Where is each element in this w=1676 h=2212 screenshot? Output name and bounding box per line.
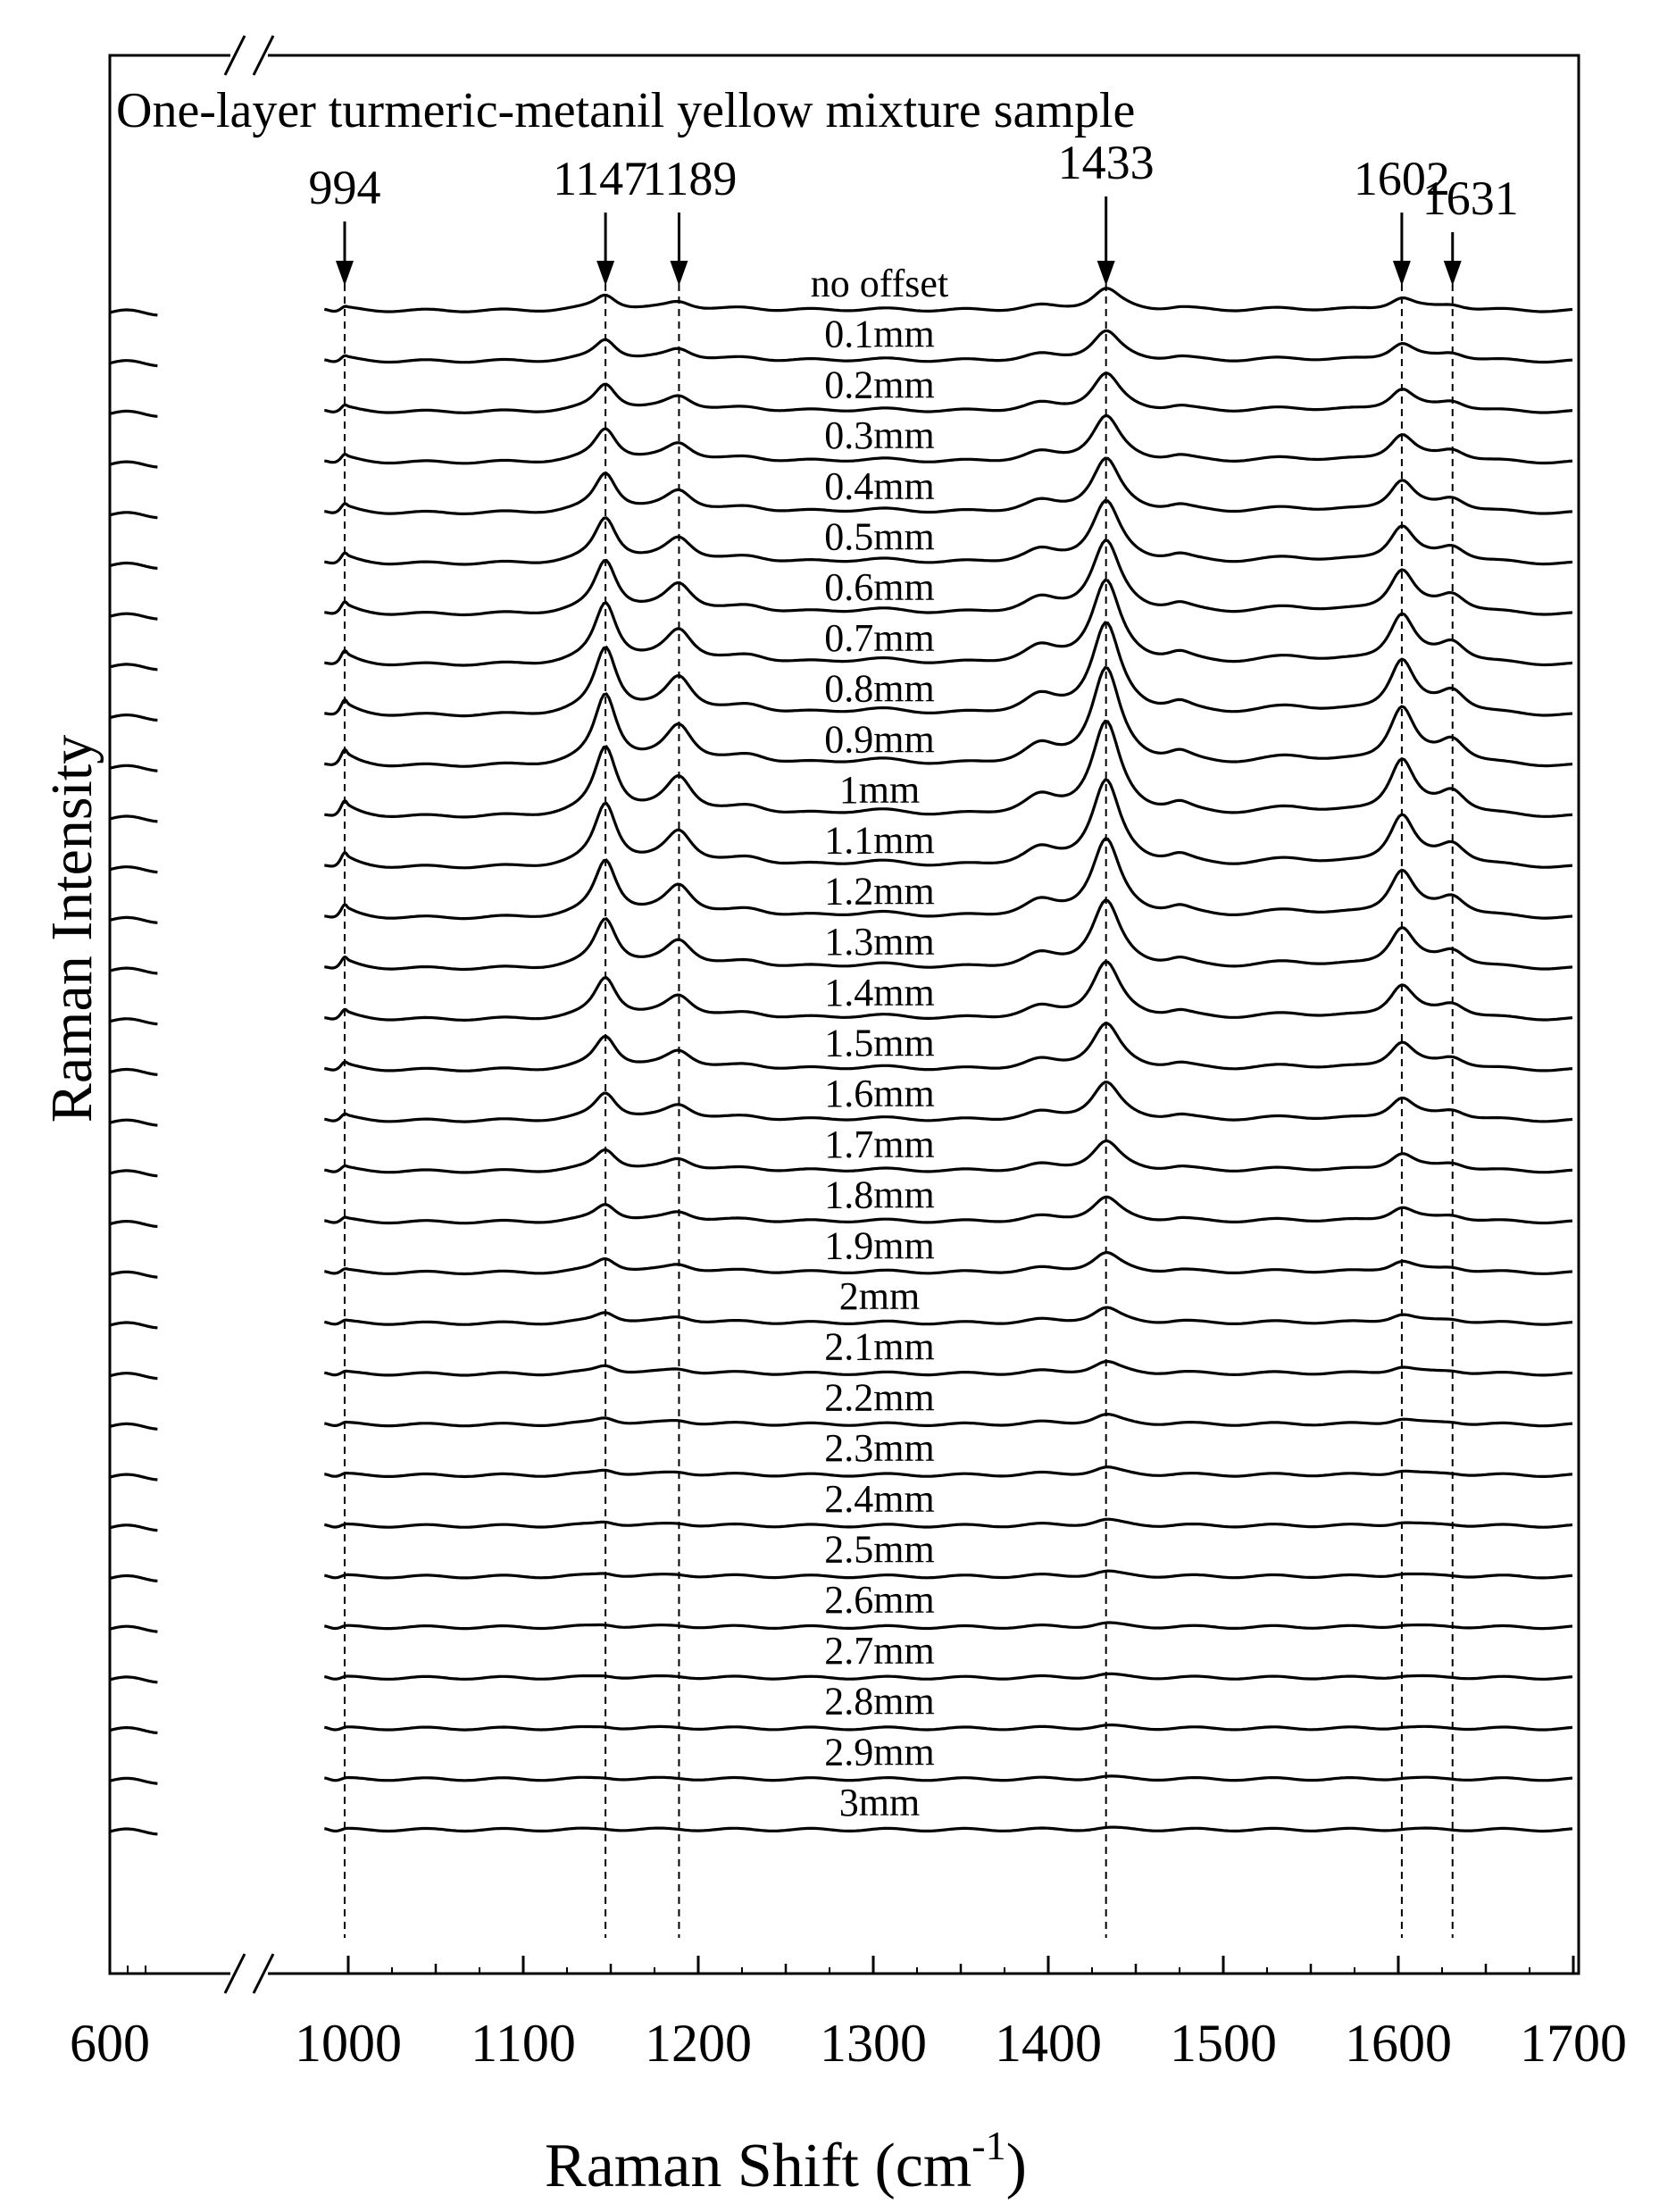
series-label: 1.5mm (824, 1021, 935, 1065)
series-label: 0.8mm (824, 666, 935, 711)
series-label: 0.4mm (824, 463, 935, 508)
series-label: 0.9mm (824, 717, 935, 762)
series-label: 0.3mm (824, 413, 935, 458)
spectrum-main-segment (324, 1197, 1572, 1223)
spectrum-main-segment (324, 622, 1572, 716)
series-label: no offset (810, 262, 949, 305)
spectrum-main-segment (324, 1467, 1572, 1477)
spectrum-left-segment (110, 614, 157, 619)
spectrum-left-segment (110, 411, 157, 416)
spectrum-main-segment (324, 373, 1572, 413)
series-label: 1.8mm (824, 1173, 935, 1217)
spectrum-left-segment (110, 1373, 157, 1379)
spectrum-main-segment (324, 331, 1572, 363)
peak-label: 1189 (642, 152, 738, 205)
spectrum-main-segment (324, 1776, 1572, 1781)
spectrum-main-segment (324, 458, 1572, 513)
spectrum-main-segment (324, 1307, 1572, 1324)
spectrum-main-segment (324, 839, 1572, 918)
spectrum-left-segment (110, 1474, 157, 1480)
series-labels (811, 262, 948, 1824)
axis-break-marks (225, 36, 273, 1993)
spectrum-left-segment (110, 1070, 157, 1075)
spectrum-left-segment (110, 765, 157, 771)
series-label: 2.2mm (824, 1375, 935, 1420)
spectrum-left-segment (110, 664, 157, 670)
spectrum-main-segment (324, 900, 1572, 969)
spectrum-main-segment (324, 1141, 1572, 1173)
spectrum-left-segment (110, 1626, 157, 1632)
spectrum-main-segment (324, 1571, 1572, 1578)
spectrum-left-segment (110, 513, 157, 518)
spectrum-left-segment (110, 1222, 157, 1227)
spectrum-main-segment (324, 1827, 1572, 1831)
x-tick-label: 1200 (645, 2014, 752, 2073)
peak-label: 1147 (553, 152, 648, 205)
peak-arrow-head (670, 261, 688, 286)
series-label: 0.6mm (824, 565, 935, 610)
series-label: 2.4mm (824, 1476, 935, 1521)
series-label: 1.3mm (824, 920, 935, 964)
series-label: 2.5mm (824, 1527, 935, 1572)
series-label: 2mm (838, 1274, 921, 1318)
spectrum-main-segment (324, 1415, 1572, 1426)
spectrum-main-segment (324, 1725, 1572, 1731)
series-label: 0.2mm (824, 363, 935, 407)
spectrum-main-segment (324, 962, 1572, 1020)
spectrum-main-segment (324, 416, 1572, 463)
spectrum-main-segment (324, 540, 1572, 614)
peak-arrow-head (1393, 261, 1411, 286)
spectrum-series (110, 1827, 1572, 1834)
spectrum-left-segment (110, 462, 157, 467)
peak-label: 1631 (1422, 171, 1519, 225)
series-label: 1.2mm (824, 869, 935, 914)
spectrum-left-segment (110, 968, 157, 973)
x-axis-label-superscript: -1 (971, 2123, 1006, 2168)
series-label: 1.1mm (824, 818, 935, 863)
series-label: 0.7mm (824, 615, 935, 660)
peak-label: 994 (308, 161, 381, 214)
y-axis-label: Raman Intensity (39, 734, 104, 1123)
spectrum-main-segment (324, 1623, 1572, 1629)
series-label: 2.3mm (824, 1426, 935, 1471)
peak-arrow-head (1097, 261, 1115, 286)
x-tick-label: 1300 (820, 2014, 927, 2073)
series-label: 3mm (838, 1781, 921, 1824)
peak-label: 1433 (1057, 136, 1155, 189)
series-label: 2.9mm (824, 1730, 935, 1774)
spectrum-left-segment (110, 1423, 157, 1429)
spectrum-left-segment (110, 715, 157, 721)
spectrum-left-segment (110, 1677, 157, 1682)
spectrum-main-segment (324, 1253, 1572, 1274)
peak-arrow-head (1444, 261, 1462, 286)
x-tick-label: 1500 (1170, 2014, 1277, 2073)
series-label: 2.6mm (824, 1578, 935, 1623)
x-tick-label: 600 (70, 2014, 150, 2073)
peak-label: 1602 (1353, 152, 1450, 205)
spectrum-left-segment (110, 361, 157, 366)
series-label: 2.1mm (824, 1324, 935, 1369)
spectrum-left-segment (110, 563, 157, 569)
spectrum-left-segment (110, 1019, 157, 1024)
spectrum-main-segment (324, 1362, 1572, 1376)
spectrum-main-segment (324, 780, 1572, 868)
chart-title: One-layer turmeric-metanil yellow mixture sample (116, 83, 1136, 138)
spectrum-left-segment (110, 917, 157, 922)
x-tick-label: 1100 (471, 2014, 576, 2073)
peak-arrow-head (336, 261, 354, 286)
series-label: 1.9mm (824, 1223, 935, 1268)
spectrum-left-segment (110, 1829, 157, 1834)
spectrum-left-segment (110, 1525, 157, 1531)
spectrum-main-segment (324, 1082, 1572, 1122)
series-label: 2.7mm (824, 1628, 935, 1673)
series-label: 1.6mm (824, 1072, 935, 1116)
spectrum-left-segment (110, 1272, 157, 1277)
spectrum-main-segment (324, 1519, 1572, 1527)
peak-arrow-head (596, 261, 614, 286)
spectrum-left-segment (110, 1171, 157, 1176)
spectrum-left-segment (110, 1728, 157, 1733)
series-label: 1mm (838, 768, 921, 812)
x-tick-label: 1600 (1345, 2014, 1452, 2073)
spectrum-left-segment (110, 1576, 157, 1582)
x-tick-label: 1400 (995, 2014, 1102, 2073)
spectrum-left-segment (110, 1323, 157, 1328)
spectrum-main-segment (324, 668, 1572, 767)
spectrum-main-segment (324, 1674, 1572, 1679)
series-label: 1.7mm (824, 1122, 935, 1166)
spectrum-left-segment (110, 1120, 157, 1125)
spectrum-main-segment (324, 1023, 1572, 1071)
x-axis-label-text: Raman Shift (cm (545, 2132, 972, 2200)
spectrum-left-segment (110, 816, 157, 822)
x-tick-label: 1700 (1520, 2014, 1627, 2073)
x-axis-label (545, 2123, 1027, 2200)
series-label: 0.1mm (824, 312, 935, 356)
series-label: 0.5mm (824, 514, 935, 559)
x-tick-label: 1000 (295, 2014, 402, 2073)
spectrum-left-segment (110, 867, 157, 872)
spectrum-left-segment (110, 310, 157, 315)
series-label: 1.4mm (824, 970, 935, 1014)
spectrum-left-segment (110, 1778, 157, 1783)
series-label: 2.8mm (824, 1679, 935, 1724)
x-axis-label-close: ) (1005, 2132, 1027, 2200)
